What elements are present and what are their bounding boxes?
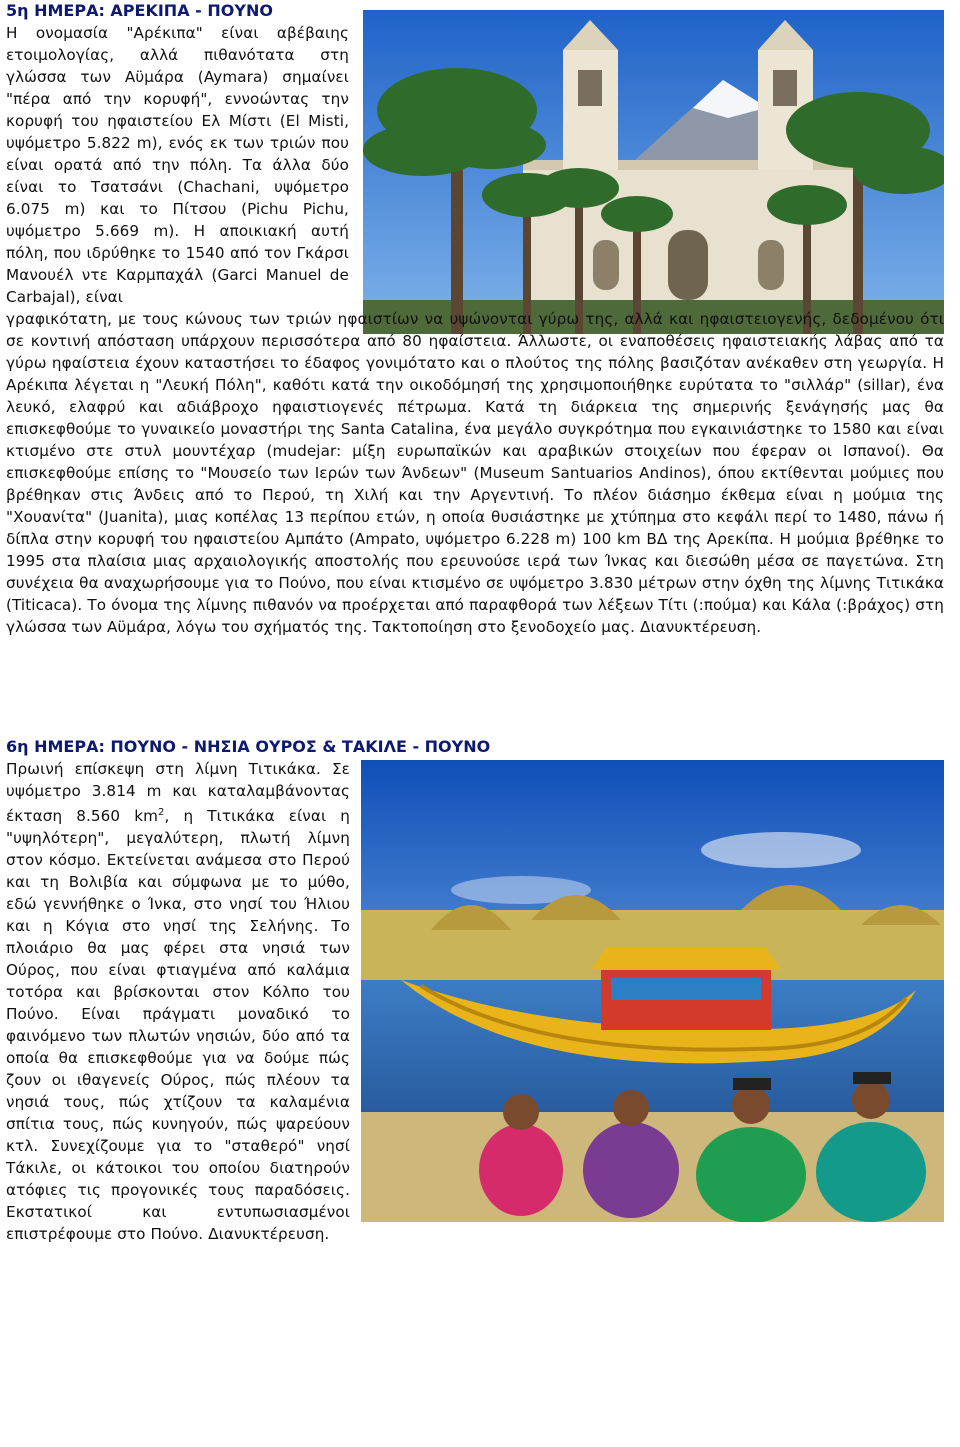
day6-section — [6, 736, 491, 1245]
day5-wrap-text — [6, 22, 349, 308]
day6-paragraph — [6, 758, 350, 1245]
day6-paragraph-end: , η Τιτικάκα είναι η "υψηλότερη", μεγαλύτερη, πλωτή λίμνη στον κόσμο. Εκτείνεται ανάμεσα στο Περού και τη Βολιβία και σύμφωνα με το μύθο, εδώ γεννήθηκε ο Ίνκα, στο νησί του Ήλιου και η Κόγια στο νησί της Σελήνης. Το πλοιάριο θα μας φέρει στα νησιά των Ούρος, που είναι φτιαγμένα από καλάμια τοτόρα και βρίσκονται στον Κόλπο του Πούνο. Είναι πράγματι μοναδικό το φαινόμενο των πλωτών νησιών, δύο από τα οποία θα επισκεφθούμε για να δούμε πώς ζουν οι ιθαγενείς Ούρος, πώς πλέουν τα νησιά τους, πώς χτίζουν τα καλαμένια σπίτια τους, πώς κυνηγούν, πώς ψαρεύουν κτλ. Συνεχίζουμε για το "σταθερό" νησί Τάκιλε, οι κάτοικοι του οποίου διατηρούν ατόφιες τις προγονικές τους παραδόσεις. Εκστατικοί και εντυπωσιασμένοι επιστρέφουμε στο Πούνο. Διανυκτέρευση. — [6, 807, 351, 1244]
area-unit-superscript: 2 — [158, 807, 165, 818]
day5-heading: 5η ΗΜΕΡΑ: ΑΡΕΚΙΠΑ - ΠΟΥΝΟ — [6, 1, 273, 20]
day6-paragraph-start: Πρωινή επίσκεψη στη λίμνη Τιτικάκα. Σε υψόμετρο 3.814 m και καταλαμβάνοντας έκταση 8.560 km — [6, 760, 350, 826]
day5-section — [6, 0, 944, 638]
day6-heading: 6η ΗΜΕΡΑ: ΠΟΥΝΟ - ΝΗΣΙΑ ΟΥΡΟΣ & ΤΑΚΙΛΕ - ΠΟΥΝΟ — [6, 737, 491, 756]
day5-intro-paragraph: Η ονομασία "Αρέκιπα" είναι αβέβαιης ετοιμολογίας, αλλά πιθανότατα στη γλώσσα των Αϋμάρα (Aymara) σημαίνει "πέρα από την κορυφή", εννοώντας την κορυφή του ηφαιστείου Ελ Μίστι (El Misti, υψόμετρο 5.822 m), ενός εκ των τριών που είναι ορατά από την πόλη. Τα άλλα δύο είναι το Τσατσάνι (Chachani, υψόμετρο 6.075 m) και το Πίτσου (Pichu Pichu, υψόμετρο 5.669 m). Η αποικιακή αυτή πόλη, που ιδρύθηκε το 1540 από τον Γκάρσι Μανουέλ ντε Καρμπαχάλ (Garci Manuel de Carbajal), είναι — [6, 24, 349, 306]
day5-main-paragraph: γραφικότατη, με τους κώνους των τριών ηφαιστίων να υψώνονται γύρω της, αλλά και ηφαιστειογενής, δεδομένου ότι σε κοντινή απόσταση υπάρχουν περισσότερα από 80 ηφαίστεια. Άλλωστε, οι εναποθέσεις ηφαιστειακής λάβας από τα γύρω ηφαίστεια έχουν καταστήσει το έδαφος γονιμότατο και ο πλούτος της πόλης βασιζόταν ανέκαθεν στη γεωργία. Η Αρέκιπα λέγεται η "Λευκή Πόλη", καθότι κατά την οικοδόμησή της χρησιμοποιήθηκε ευρύτατα το "σιλλάρ" (sillar), ένα λευκό, ελαφρύ και αδιάβροχο ηφαιστιογενές πέτρωμα. Κατά τη διάρκεια της σημερινής ξενάγησής μας θα επισκεφθούμε το γυναικείο μοναστήρι της Santa Catalina, ένα μεγάλο συγκρότημα που εγκαινιάστηκε το 1580 και είναι κτισμένο στε στυλ μουντέχαρ (mudejar: μίξη ευρωπαϊκών και αραβικών στοιχείων που έφεραν οι Ισπανοί). Θα επισκεφθούμε επίσης το "Μουσείο των Ιερών των Άνδεων" (Museum Santuarios Andinos), όπου εκτίθενται μούμιες που βρέθηκαν στις Άνδεις από το Περού, τη Χιλή και την Αργεντινή. Το πλέον διάσημο έκθεμα είναι η μούμια της "Χουανίτα" (Juanita), μιας κοπέλας 13 περίπου ετών, η οποία θυσιάστηκε με χτύπημα στο κεφάλι περί το 1480, πάνω ή δίπλα στην κορυφή του ηφαιστείου Αμπάτο (Ampato, υψόμετρο 6.228 m) 100 km ΒΔ της Αρεκίπα. Η μούμια βρέθηκε το 1995 στα πλαίσια μιας αρχαιολογικής αποστολής που ερευνούσε ιερά των Ίνκας και διεσώθη μέσα σε παγετώνα. Στη συνέχεια θα αναχωρήσουμε για το Πούνο, που είναι κτισμένο σε υψόμετρο 3.830 μέτρων στην όχθη της λίμνης Τιτικάκα (Titicaca). Το όνομα της λίμνης πιθανόν να προέρχεται από παραφθορά των λέξεων Τίτι (:πούμα) και Κάλα (:βράχος) στη γλώσσα των Αϋμάρα, λόγω του σχήματός της. Τακτοποίηση στο ξενοδοχείο μας. Διανυκτέρευση. — [6, 310, 944, 636]
uros-reed-boat-photo — [361, 760, 944, 1222]
